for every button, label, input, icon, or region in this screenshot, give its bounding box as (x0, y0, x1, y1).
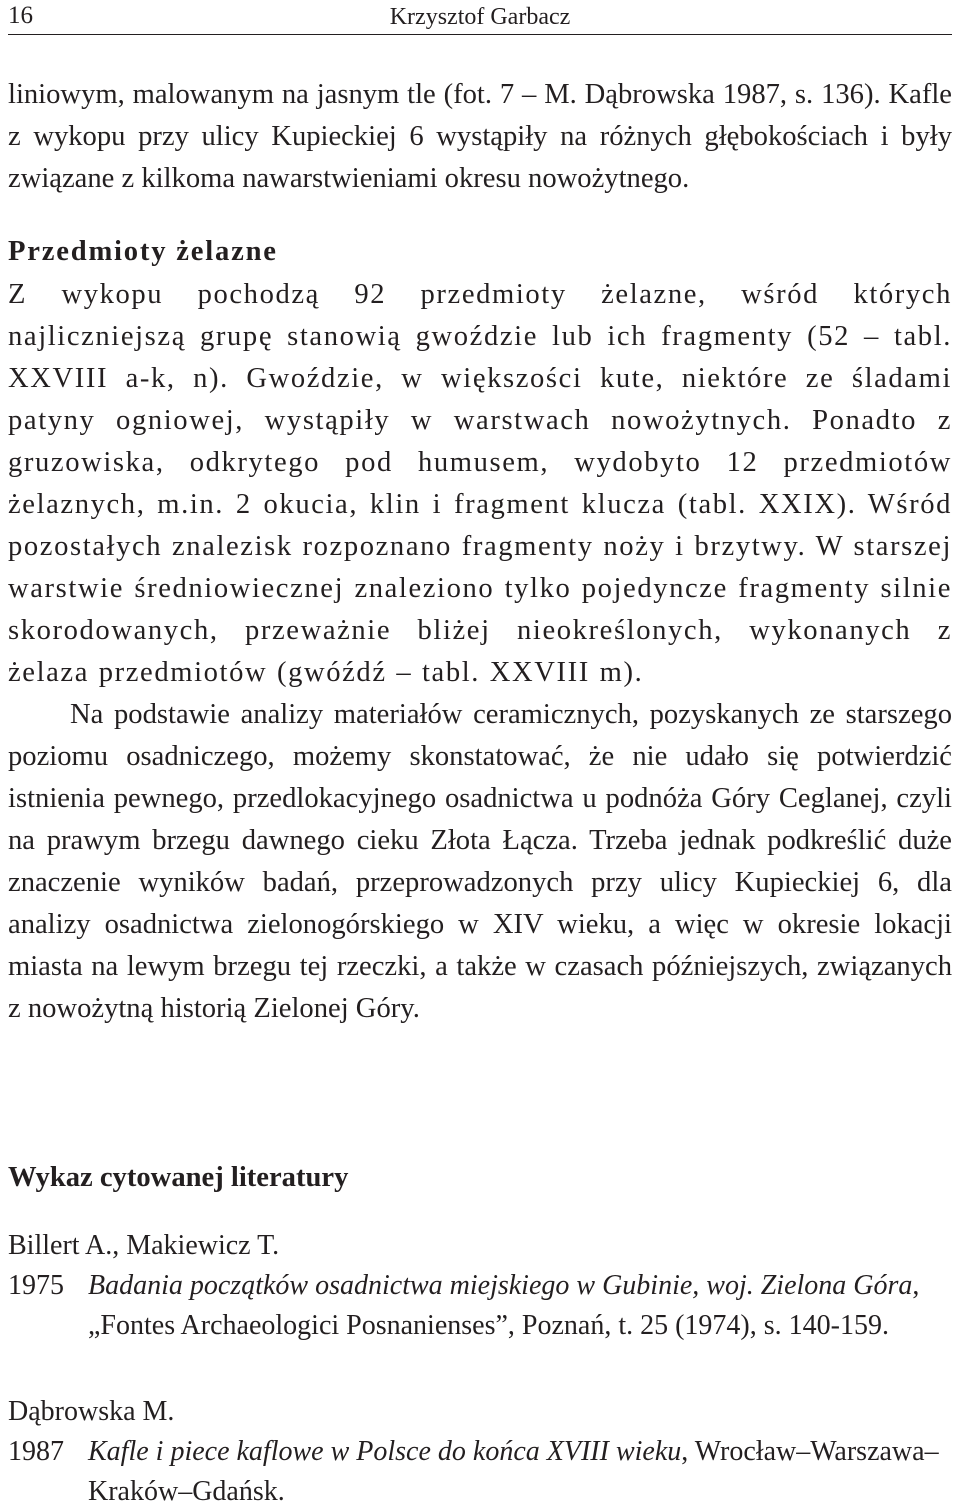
section-title: Przedmioty żelazne (8, 236, 278, 267)
paragraph-conclusion: Na podstawie analizy materiałów ceramicznych, pozyskanych ze starszego poziomu osadniczego, możemy skonstatować, że nie udało się potwierdzić istnienia pewnego, przedlokacyjnego osadnictwa u podnóża Góry Ceglanej, czyli na prawym brzegu dawnego cieku Złota Łącza. Trzeba jednak podkreślić duże znaczenie wyników badań, przeprowadzonych przy ulicy Kupieckiej 6, dla analizy osadnictwa zielonogórskiego w XIV wieku, a więc w okresie lokacji miasta na lewym brzegu tej rzeczki, a także w czasach późniejszych, związanych z nowożytną historią Zielonej Góry. (8, 699, 952, 1024)
bibliography-entry (8, 1226, 952, 1346)
literature-heading: Wykaz cytowanej literatury (8, 1162, 349, 1193)
paragraph-kafle: liniowym, malowanym na jasnym tle (fot. 7 – M. Dąbrowska 1987, s. 136). Kafle z wykopu przy ulicy Kupieckiej 6 wystąpiły na różnych głębokościach i były związane z kilkoma nawarstwieniami okresu nowożytnego. (8, 79, 952, 194)
bib-author: Billert A., Makiewicz T. (8, 1230, 280, 1261)
page-header (8, 0, 952, 35)
running-head: Krzysztof Garbacz (389, 4, 571, 30)
page-number: 16 (8, 2, 33, 29)
bib-author: Dąbrowska M. (8, 1396, 175, 1427)
bib-title: Kafle i piece kaflowe w Polsce do końca XVIII wieku (88, 1436, 682, 1467)
paragraph-iron-objects: Z wykopu pochodzą 92 przedmioty żelazne, wśród których najliczniejszą grupę stanowią gwoździe lub ich fragmenty (52 – tabl. XXVIII a-k, n). Gwoździe, w większości kute, niektóre ze śladami patyny ogniowej, wystąpiły w warstwach nowożytnych. Ponadto z gruzowiska, odkrytego pod humusem, wydobyto 12 przedmiotów żelaznych, m.in. 2 okucia, klin i fragment klucza (tabl. XXIX). Wśród pozostałych znalezisk rozpoznano fragmenty noży i brzytwy. W starszej warstwie średniowiecznej znaleziono tylko pojedyncze fragmenty silnie skorodowanych, przeważnie bliżej nieokreślonych, wykonanych z żelaza przedmiotów (gwóźdź – tabl. XXVIII m). (8, 279, 952, 688)
main-text (8, 74, 952, 1030)
bib-title: Badania początków osadnictwa miejskiego w Gubinie, woj. Zielona Góra (88, 1270, 913, 1301)
bibliography-entry (8, 1392, 952, 1512)
bib-details: , Wrocław–Warszawa–Kraków–Gdańsk. (88, 1436, 939, 1507)
bib-citation (88, 1266, 952, 1346)
bib-citation (88, 1432, 952, 1512)
bib-record (8, 1432, 952, 1512)
bib-year: 1987 (8, 1436, 64, 1467)
bib-details: , „Fontes Archaeologici Posnanienses”, Poznań, t. 25 (1974), s. 140-159. (88, 1270, 920, 1341)
bib-year: 1975 (8, 1270, 64, 1301)
bib-record (8, 1266, 952, 1346)
